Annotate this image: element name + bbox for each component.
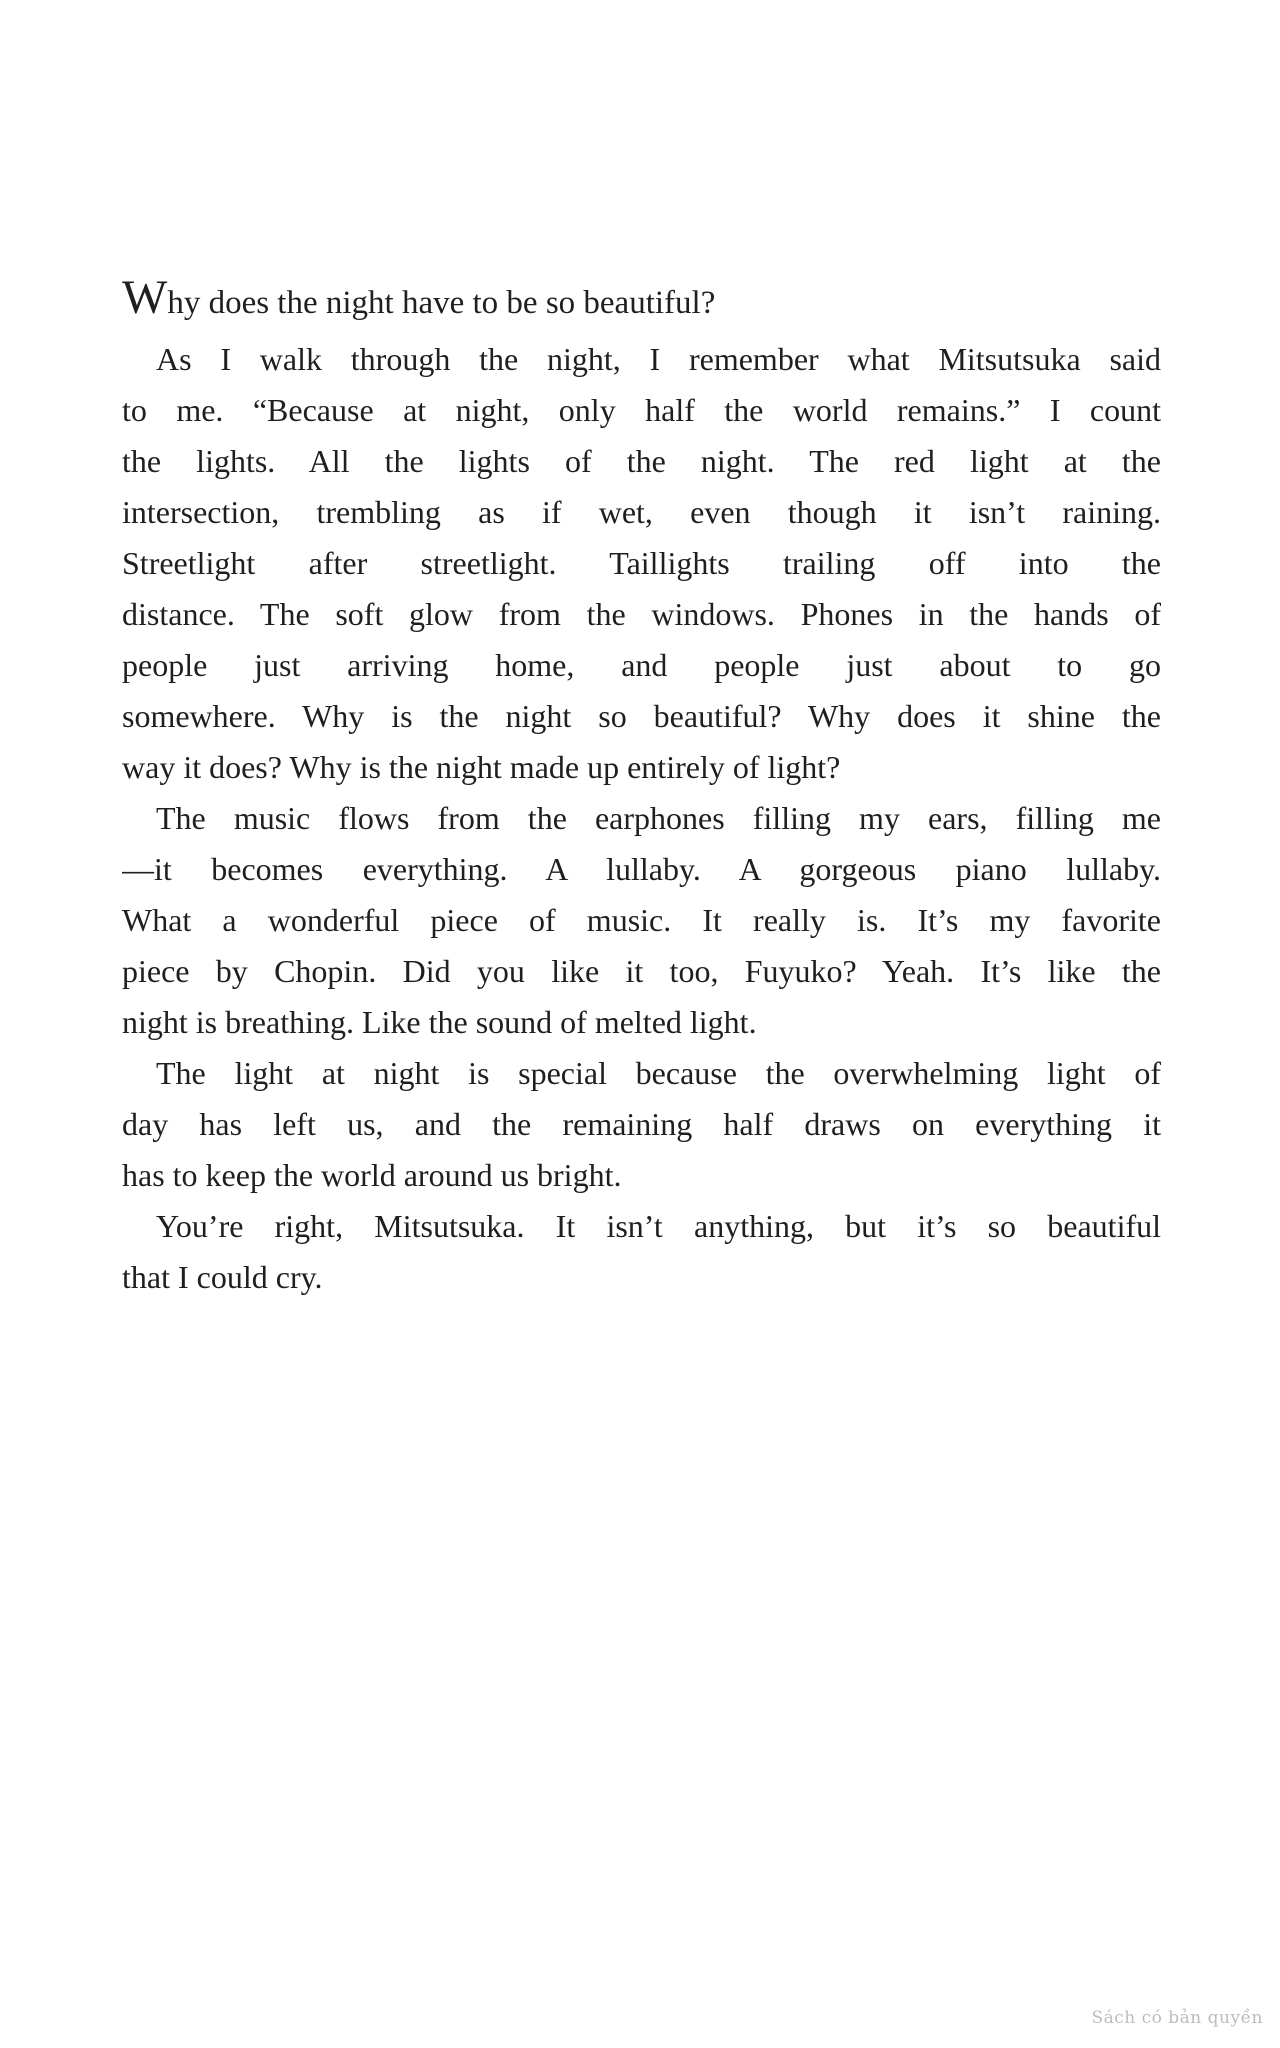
text-line: piece by Chopin. Did you like it too, Fuyuko? Yeah. It’s like the [122, 953, 1161, 989]
text-line: The light at night is special because the overwhelming light of [156, 1055, 1161, 1091]
text-line: The music flows from the earphones filling my ears, filling me [156, 800, 1161, 836]
text-line: What a wonderful piece of music. It really is. It’s my favorite [122, 902, 1161, 938]
text-line: night is breathing. Like the sound of melted light. [122, 1004, 757, 1040]
body-paragraphs [122, 334, 1161, 1303]
text-line: that I could cry. [122, 1259, 323, 1295]
text-line: to me. “Because at night, only half the world remains.” I count [122, 392, 1161, 428]
copyright-watermark: Sách có bản quyền [1091, 2008, 1263, 2028]
text-line: You’re right, Mitsutsuka. It isn’t anything, but it’s so beautiful [156, 1208, 1161, 1244]
text-line: As I walk through the night, I remember what Mitsutsuka said [156, 341, 1161, 377]
text-line: Streetlight after streetlight. Taillights trailing off into the [122, 545, 1161, 581]
opening-initial-cap: W [122, 271, 168, 324]
text-line: somewhere. Why is the night so beautiful? Why does it shine the [122, 698, 1161, 734]
text-line: distance. The soft glow from the windows. Phones in the hands of [122, 596, 1161, 632]
text-line: people just arriving home, and people just about to go [122, 647, 1161, 683]
opening-line-rest: hy does the night have to be so beautiful? [167, 285, 716, 321]
text-line: intersection, trembling as if wet, even though it isn’t raining. [122, 494, 1161, 530]
opening-line [122, 270, 1161, 326]
text-line: way it does? Why is the night made up entirely of light? [122, 749, 841, 785]
text-line: —it becomes everything. A lullaby. A gorgeous piano lullaby. [122, 851, 1161, 887]
text-line: the lights. All the lights of the night. The red light at the [122, 443, 1161, 479]
text-line: has to keep the world around us bright. [122, 1157, 622, 1193]
page-text [122, 270, 1161, 1303]
text-line: day has left us, and the remaining half draws on everything it [122, 1106, 1161, 1142]
